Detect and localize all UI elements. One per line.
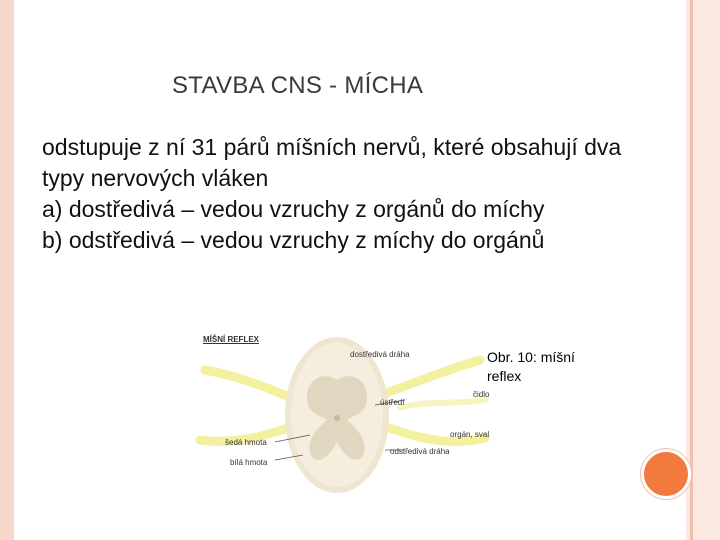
spinal-reflex-figure [195, 330, 505, 500]
label-afferent-pathway: dostředivá dráha [350, 350, 410, 359]
paragraph-nerves: odstupuje z ní 31 párů míšních nervů, které obsahují dva typy nervových vláken [42, 134, 622, 191]
right-frame-line [690, 0, 693, 540]
paragraph-afferent: a) dostředivá – vedou vzruchy z orgánů do míchy [42, 196, 545, 222]
slide-title: STAVBA CNS - MÍCHA [172, 72, 424, 99]
label-organ-muscle: orgán, sval [450, 430, 490, 439]
slide-body [42, 132, 662, 256]
decorative-orange-circle [641, 449, 691, 499]
label-efferent-pathway: odstředivá dráha [390, 447, 450, 456]
figure-title: MÍŠNÍ REFLEX [203, 335, 260, 344]
paragraph-efferent: b) odstředivá – vedou vzruchy z míchy do orgánů [42, 227, 545, 253]
label-center: ústředí [380, 398, 405, 407]
label-sensor: čidlo [473, 390, 490, 399]
label-white-matter: bílá hmota [230, 458, 268, 467]
label-gray-matter: šedá hmota [225, 438, 267, 447]
figure-caption: Obr. 10: míšní reflex [487, 349, 575, 384]
left-frame-border [0, 0, 14, 540]
